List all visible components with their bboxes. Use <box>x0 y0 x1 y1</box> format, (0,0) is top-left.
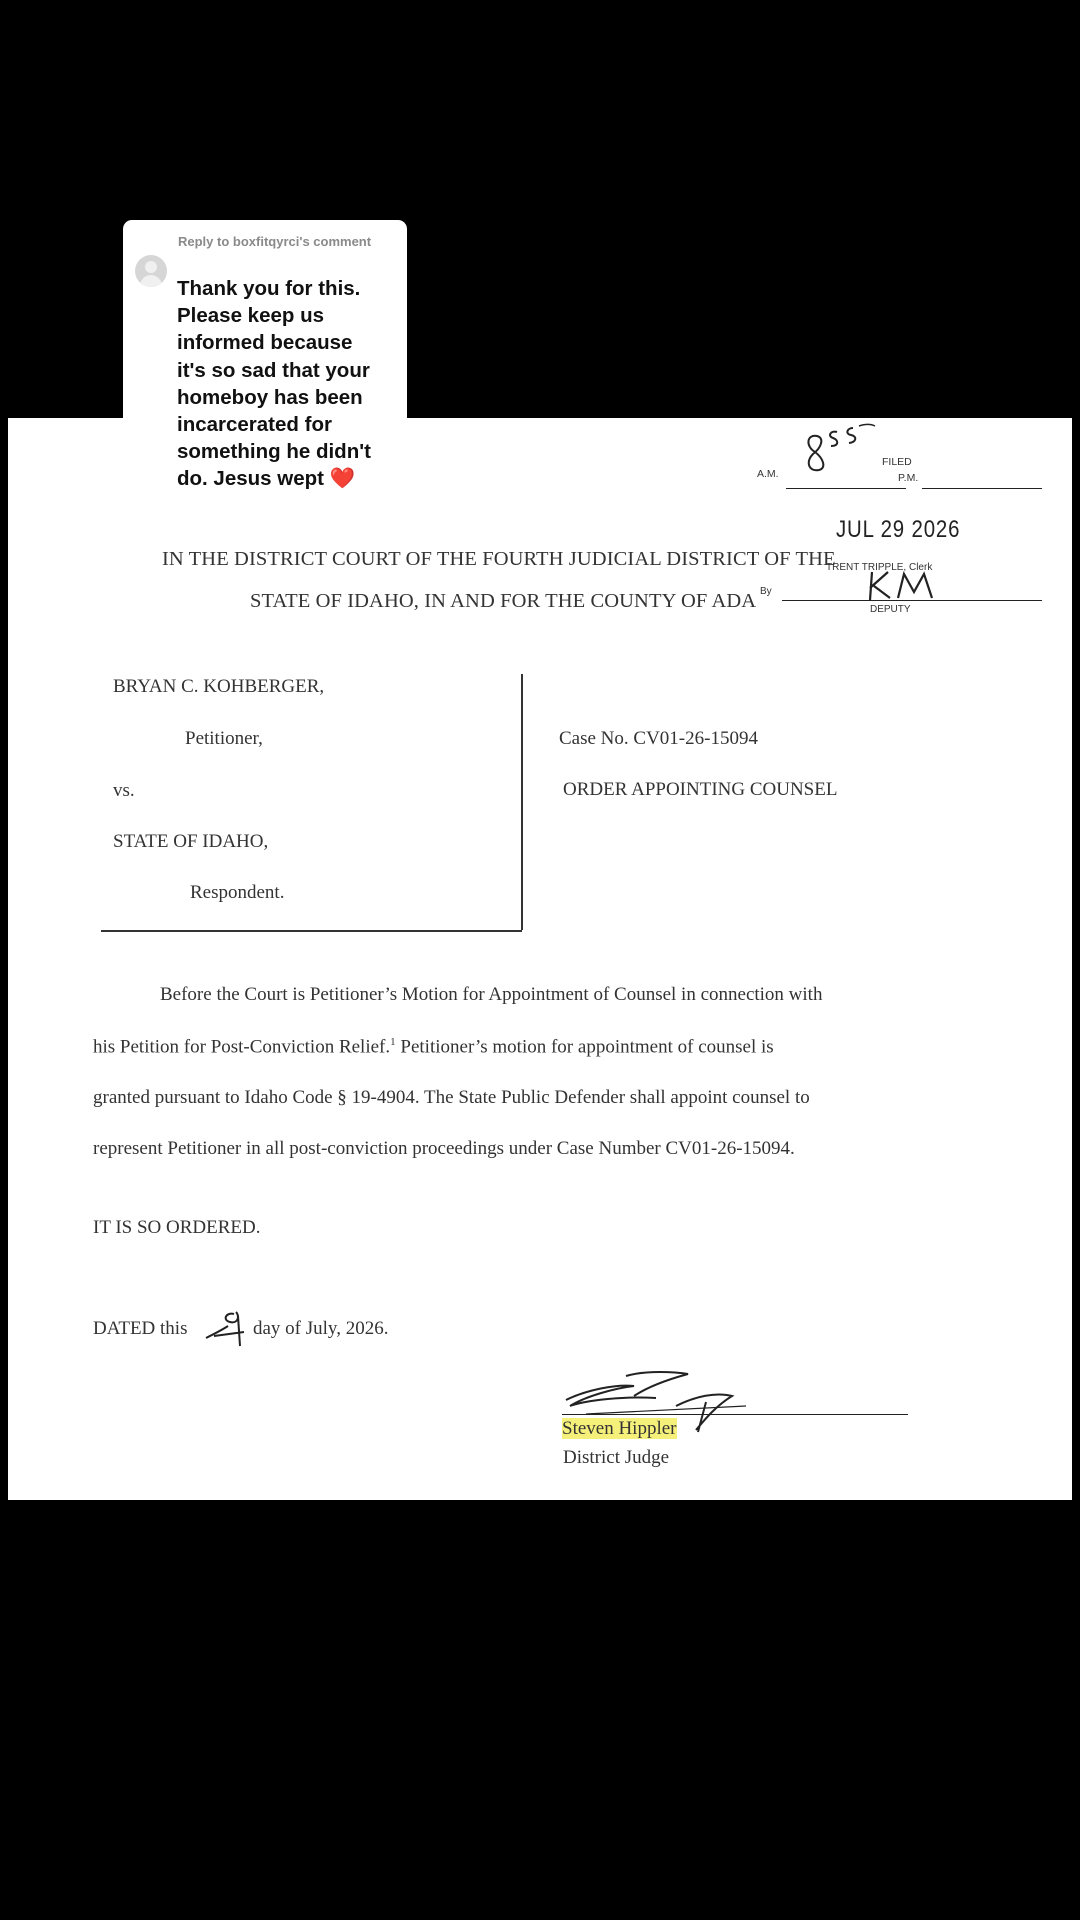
court-document <box>8 418 1072 1500</box>
dated-prefix: DATED this <box>93 1318 188 1339</box>
footnote-mark: 1 <box>390 1036 396 1048</box>
handwritten-time <box>793 420 893 480</box>
order-title: ORDER APPOINTING COUNSEL <box>563 779 838 800</box>
comment-line: it's so sad that your <box>177 358 370 382</box>
petitioner-label: Petitioner, <box>185 728 263 749</box>
am-label: A.M. <box>757 468 779 480</box>
filed-label: FILED <box>882 456 912 468</box>
comment-line: Please keep us <box>177 304 325 328</box>
dated-suffix: day of July, 2026. <box>253 1318 389 1339</box>
case-number: Case No. CV01-26-15094 <box>559 728 758 749</box>
caption-bottom-rule <box>101 930 522 932</box>
petitioner-name: BRYAN C. KOHBERGER, <box>113 676 325 697</box>
court-heading-line1: IN THE DISTRICT COURT OF THE FOURTH JUDICIAL DISTRICT OF THE <box>162 548 836 570</box>
heart-emoji-icon: ❤️ <box>329 467 356 491</box>
versus-label: vs. <box>113 780 135 801</box>
filed-date: JUL 29 2026 <box>836 516 961 543</box>
handwritten-initials <box>866 568 946 604</box>
comment-line-last: do. Jesus wept ❤️ <box>177 467 356 491</box>
comment-line: homeboy has been <box>177 385 363 409</box>
court-heading-line2: STATE OF IDAHO, IN AND FOR THE COUNTY OF ADA <box>250 590 757 612</box>
body-line-3: granted pursuant to Idaho Code § 19-4904. The State Public Defender shall appoint counsel to <box>93 1087 810 1108</box>
body-line-2: his Petition for Post-Conviction Relief.$^1$ Petitioner’s motion for appointment of counsel is <box>93 1036 774 1058</box>
comment-line: something he didn't <box>177 440 371 464</box>
comment-line: informed because <box>177 331 353 355</box>
handwritten-day <box>204 1308 252 1348</box>
clerk-label: TRENT TRIPPLE, Clerk <box>826 562 933 573</box>
caption-divider <box>521 674 523 930</box>
respondent-label: Respondent. <box>190 882 285 903</box>
judge-title: District Judge <box>563 1447 670 1468</box>
comment-line: Thank you for this. <box>177 277 361 300</box>
signature-line <box>562 1414 908 1415</box>
avatar[interactable] <box>135 255 167 287</box>
so-ordered: IT IS SO ORDERED. <box>93 1217 261 1238</box>
comment-line: incarcerated for <box>177 413 332 437</box>
judge-name: Steven Hippler <box>562 1418 677 1439</box>
comment-text <box>177 275 417 493</box>
body-line-1: Before the Court is Petitioner’s Motion for Appointment of Counsel in connection with <box>160 984 823 1005</box>
pm-label: P.M. <box>898 472 919 484</box>
reply-to-label: Reply to boxfitqyrci's comment <box>178 234 372 249</box>
by-label: By <box>760 586 772 597</box>
deputy-label: DEPUTY <box>870 604 911 615</box>
body-line-4: represent Petitioner in all post-conviction proceedings under Case Number CV01-26-15094. <box>93 1138 795 1159</box>
respondent-name: STATE OF IDAHO, <box>113 831 269 852</box>
